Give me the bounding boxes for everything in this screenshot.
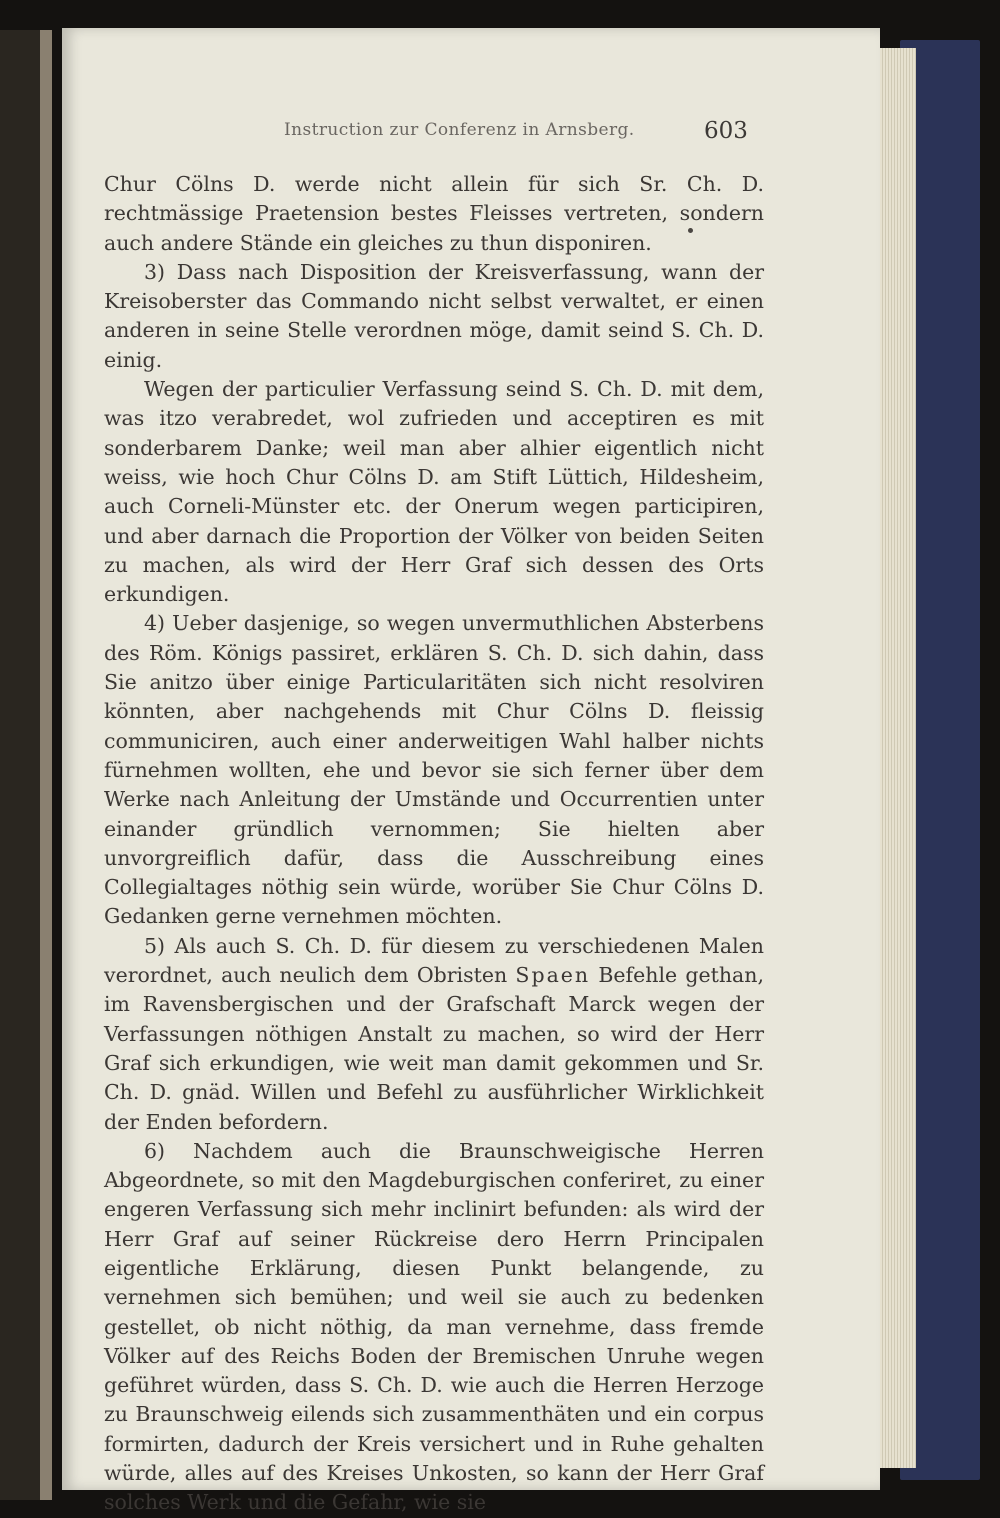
page-number: 603 — [704, 118, 748, 144]
body-text — [104, 170, 764, 1518]
running-title: Instruction zur Conferenz in Arnsberg. — [284, 120, 635, 140]
paragraph-5-text-b: Befehle gethan, im Ravensbergischen und der Grafschaft Marck wegen der Verfassungen nöthigen Anstalt zu machen, so wird der Herr Graf sich erkundigen, wie weit man damit gekommen und Sr. Ch. D. gnäd. Willen und Befehl zu ausführlicher Wirklichkeit der Enden befordern. — [104, 963, 764, 1134]
book-page — [62, 28, 880, 1515]
paragraph-6: 6) Nachdem auch die Braunschweigische Herren Abgeordnete, so mit den Magdeburgischen conferiret, zu einer engeren Verfassung sich mehr inclinirt befunden: als wird der Herr Graf auf seiner Rückreise dero Herrn Principalen eigentliche Erklärung, diesen Punkt belangende, zu vernehmen sich bemühen; und weil sie auch zu bedenken gestellet, ob nicht nöthig, da man vernehme, dass fremde Völker auf des Reichs Boden der Bremischen Unruhe wegen geführet würden, dass S. Ch. D. wie auch die Herren Herzoge zu Braunschweig eilends sich zusammenthäten und ein corpus formirten, dadurch der Kreis versichert und in Ruhe gehalten würde, alles auf des Kreises Unkosten, so kann der Herr Graf solches Werk und die Gefahr, wie sie — [104, 1138, 764, 1515]
running-head — [62, 120, 880, 160]
left-page-edge — [40, 30, 52, 1500]
paragraph-5-name: Spaen — [515, 963, 591, 988]
paragraph-5 — [104, 932, 764, 1137]
paragraph-5-text-a: 5) Als auch S. Ch. D. für diesem zu verschiedenen Malen verordnet, auch neulich dem Obristen — [104, 933, 764, 988]
paragraph-continuation: Chur Cölns D. werde nicht allein für sich Sr. Ch. D. rechtmässige Praetension bestes Fleisses vertreten, sondern auch andere Stände ein gleiches zu thun disponiren. — [104, 172, 764, 255]
paragraph-4: 4) Ueber dasjenige, so wegen unvermuthlichen Absterbens des Röm. Königs passiret, erklären S. Ch. D. sich dahin, dass Sie anitzo über einige Particularitäten sich nicht resolviren könnten, aber nachgehends mit Chur Cölns D. fleissig communiciren, auch einer anderweitigen Wahl halber nichts fürnehmen wollten, ehe und bevor sie sich ferner über dem Werke nach Anleitung der Umstände und Occurrentien unter einander gründlich vernommen; Sie hielten aber unvorgreiflich dafür, dass die Ausschreibung eines Collegialtages nöthig sein würde, worüber Sie Chur Cölns D. Gedanken gerne vernehmen möchten. — [104, 611, 764, 929]
paragraph-particulier: Wegen der particulier Verfassung seind S. Ch. D. mit dem, was itzo verabredet, wol zufrieden und acceptiren es mit sonderbarem Danke; weil man aber alhier eigentlich nicht weiss, wie hoch Chur Cölns D. am Stift Lüttich, Hildesheim, auch Corneli-Münster etc. der Onerum wegen participiren, und aber darnach die Proportion der Völker von beiden Seiten zu machen, als wird der Herr Graf sich dessen des Orts erkundigen. — [104, 377, 764, 607]
paragraph-3: 3) Dass nach Disposition der Kreisverfassung, wann der Kreisoberster das Commando nicht selbst verwaltet, er einen anderen in seine Stelle verordnen möge, damit seind S. Ch. D. einig. — [104, 259, 764, 372]
